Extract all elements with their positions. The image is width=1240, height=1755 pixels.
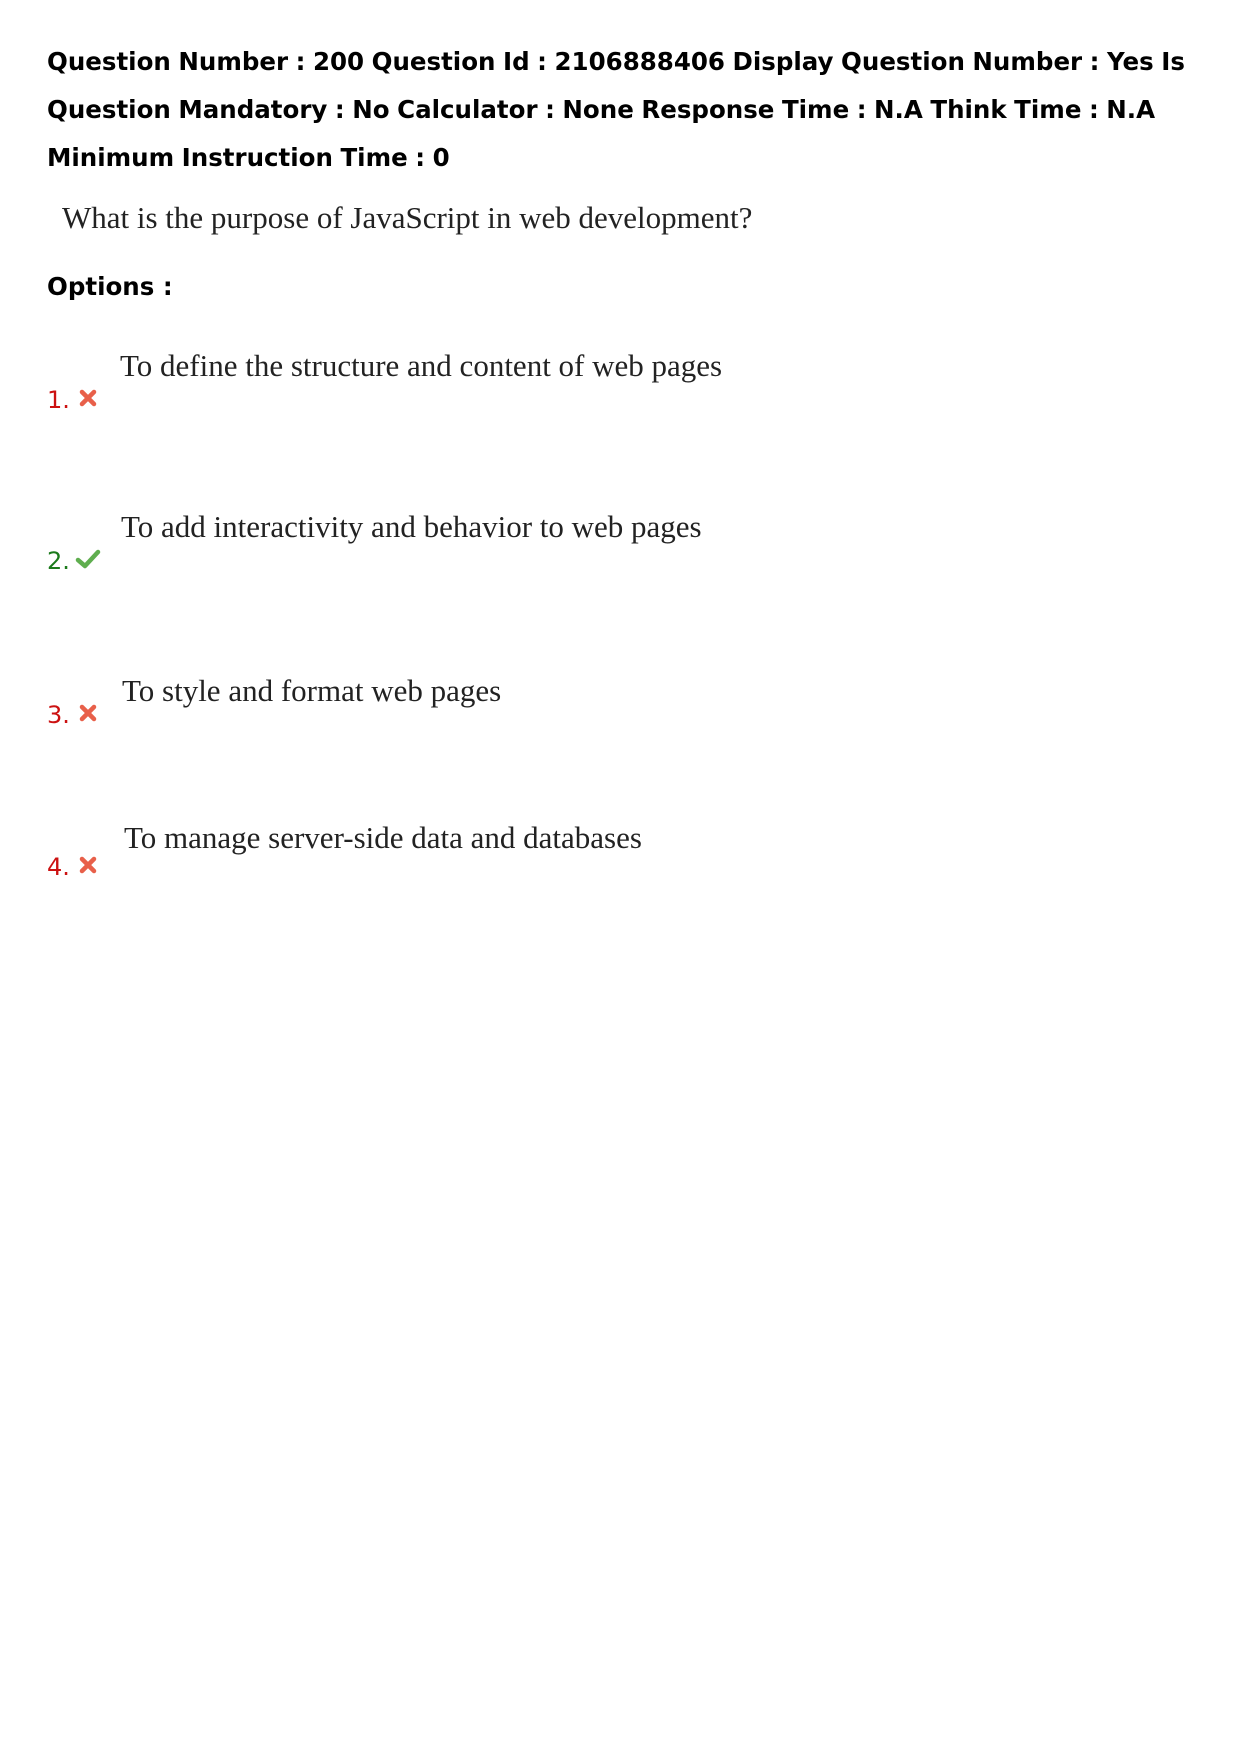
cross-icon (76, 701, 100, 725)
option-1 (0, 350, 1240, 430)
option-text: To manage server-side data and databases (124, 820, 642, 855)
option-number: 1. (47, 386, 70, 414)
question-metadata: Question Number : 200 Question Id : 2106888406 Display Question Number : Yes Is Question Mandatory : No Calculator : None Response Time : N.A Think Time : N.A Minimum Instruction Time : 0 (47, 47, 1185, 172)
option-4 (0, 822, 1240, 902)
option-number: 3. (47, 701, 70, 729)
options-label: Options : (47, 272, 173, 301)
cross-icon (76, 853, 100, 877)
question-text: What is the purpose of JavaScript in web development? (62, 200, 753, 235)
option-text: To style and format web pages (122, 673, 502, 708)
option-3 (0, 675, 1240, 755)
option-number: 2. (47, 547, 70, 575)
option-number: 4. (47, 853, 70, 881)
option-text: To define the structure and content of web pages (120, 348, 723, 383)
option-text: To add interactivity and behavior to web pages (121, 509, 702, 544)
check-icon (75, 547, 101, 571)
cross-icon (76, 386, 100, 410)
option-2 (0, 511, 1240, 591)
